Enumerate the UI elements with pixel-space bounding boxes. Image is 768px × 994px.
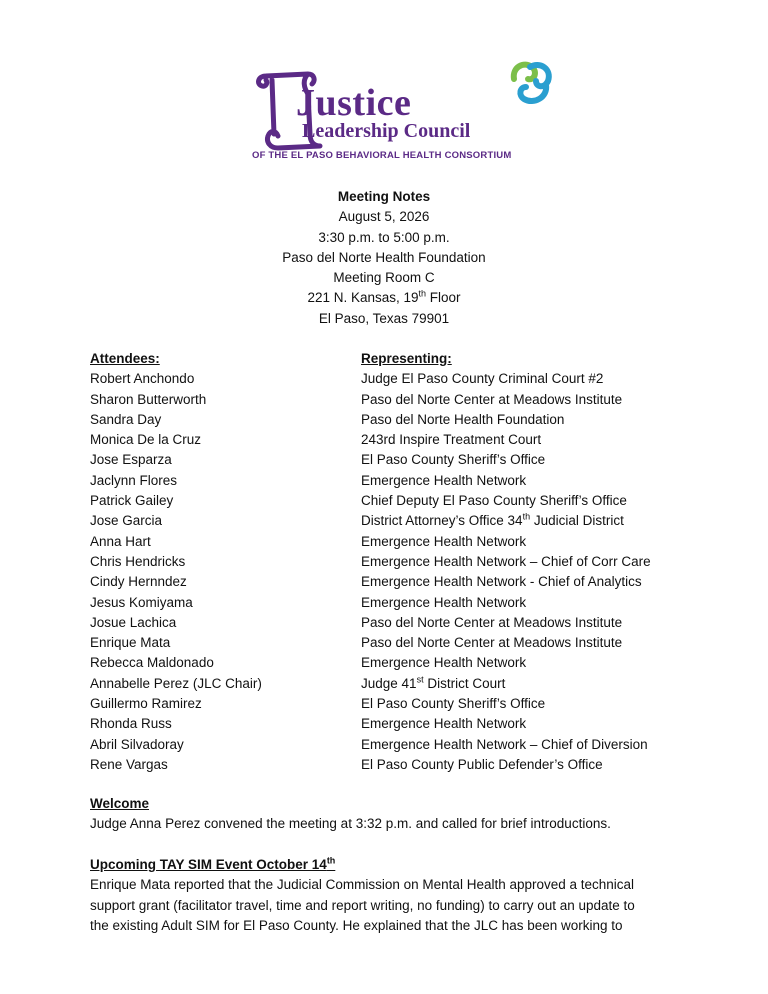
attendee-representing: Paso del Norte Center at Meadows Institute	[361, 635, 623, 651]
attendee-representing: Emergence Health Network	[361, 472, 527, 488]
attendee-representing: El Paso County Sheriff’s Office	[361, 696, 546, 712]
logo-title: Justice	[296, 82, 412, 124]
tay-body-line: the existing Adult SIM for El Paso County. He explained that the JLC has been working to	[90, 917, 623, 933]
tay-body	[90, 875, 680, 936]
attendee-name: Josue Lachica	[90, 614, 177, 630]
attendee-row	[90, 491, 690, 511]
meeting-header	[0, 187, 768, 329]
jlc-logo	[252, 62, 562, 166]
attendee-name: Rene Vargas	[90, 756, 168, 772]
attendee-name: Rhonda Russ	[90, 716, 172, 732]
attendee-row	[90, 735, 690, 755]
attendee-row	[90, 593, 690, 613]
attendee-representing: District Attorney’s Office 34th Judicial District	[361, 511, 624, 529]
meeting-time: 3:30 p.m. to 5:00 p.m.	[318, 229, 450, 245]
attendee-row	[90, 369, 690, 389]
attendee-name: Cindy Hernndez	[90, 574, 187, 590]
attendee-representing: Chief Deputy El Paso County Sheriff’s Office	[361, 493, 627, 509]
logo-tagline: OF THE EL PASO BEHAVIORAL HEALTH CONSORTIUM	[252, 150, 512, 161]
attendee-name: Jesus Komiyama	[90, 594, 193, 610]
attendee-row	[90, 613, 690, 633]
meeting-date: August 5, 2026	[338, 209, 430, 225]
welcome-section	[90, 794, 680, 835]
attendee-representing: Paso del Norte Center at Meadows Institute	[361, 391, 623, 407]
attendee-row	[90, 410, 690, 430]
attendee-representing: Emergence Health Network	[361, 655, 527, 671]
welcome-heading: Welcome	[90, 796, 150, 811]
attendee-row	[90, 390, 690, 410]
attendee-row	[90, 511, 690, 531]
attendee-representing: 243rd Inspire Treatment Court	[361, 432, 542, 448]
representing-column-header: Representing:	[361, 351, 452, 366]
attendee-representing: Emergence Health Network	[361, 594, 527, 610]
attendee-representing: Judge 41st District Court	[361, 674, 506, 691]
attendee-row	[90, 471, 690, 491]
attendee-row	[90, 633, 690, 653]
attendee-row	[90, 755, 690, 775]
attendee-name: Jose Garcia	[90, 513, 163, 529]
attendee-representing: Emergence Health Network	[361, 716, 527, 732]
attendee-row	[90, 674, 690, 694]
attendee-representing: Emergence Health Network - Chief of Analytics	[361, 574, 642, 590]
meeting-address: 221 N. Kansas, 19th Floor	[307, 288, 461, 306]
attendee-representing: Judge El Paso County Criminal Court #2	[361, 371, 604, 387]
meeting-venue: Paso del Norte Health Foundation	[282, 249, 486, 265]
attendee-row	[90, 653, 690, 673]
attendees-header-row	[90, 349, 690, 369]
attendee-name: Abril Silvadoray	[90, 736, 184, 752]
attendee-name: Jaclynn Flores	[90, 472, 178, 488]
attendee-representing: Emergence Health Network – Chief of Diversion	[361, 736, 648, 752]
logo-subtitle: Leadership Council	[302, 120, 471, 142]
tay-heading: Upcoming TAY SIM Event October 14th	[90, 855, 336, 872]
attendee-row	[90, 430, 690, 450]
attendee-representing: El Paso County Sheriff’s Office	[361, 452, 546, 468]
attendee-row	[90, 532, 690, 552]
meeting-city: El Paso, Texas 79901	[318, 310, 450, 326]
attendee-name: Enrique Mata	[90, 635, 171, 651]
meeting-title: Meeting Notes	[337, 189, 431, 204]
attendee-name: Robert Anchondo	[90, 371, 195, 387]
tay-body-line: support grant (facilitator travel, time and report writing, no funding) to carry out an update to	[90, 897, 635, 913]
attendee-name: Sandra Day	[90, 411, 162, 427]
attendee-row	[90, 450, 690, 470]
attendee-row	[90, 714, 690, 734]
swirl-rings-icon	[504, 57, 558, 107]
attendees-column-header: Attendees:	[90, 351, 160, 366]
attendee-name: Monica De la Cruz	[90, 432, 202, 448]
attendee-row	[90, 552, 690, 572]
attendee-name: Rebecca Maldonado	[90, 655, 214, 671]
attendee-name: Guillermo Ramirez	[90, 696, 202, 712]
attendee-row	[90, 572, 690, 592]
attendee-name: Annabelle Perez (JLC Chair)	[90, 675, 262, 691]
attendee-representing: El Paso County Public Defender’s Office	[361, 756, 603, 772]
attendee-name: Chris Hendricks	[90, 553, 186, 569]
tay-body-line: Enrique Mata reported that the Judicial Commission on Mental Health approved a technical	[90, 877, 635, 893]
attendee-representing: Paso del Norte Health Foundation	[361, 411, 565, 427]
attendees-table	[90, 349, 690, 775]
welcome-body: Judge Anna Perez convened the meeting at 3:32 p.m. and called for brief introductions.	[90, 816, 611, 832]
tay-section	[90, 855, 680, 936]
attendee-representing: Emergence Health Network – Chief of Corr Care	[361, 553, 651, 569]
attendee-name: Anna Hart	[90, 533, 151, 549]
attendee-name: Patrick Gailey	[90, 493, 174, 509]
meeting-room: Meeting Room C	[333, 270, 435, 286]
attendee-name: Sharon Butterworth	[90, 391, 207, 407]
attendee-representing: Emergence Health Network	[361, 533, 527, 549]
attendee-representing: Paso del Norte Center at Meadows Institute	[361, 614, 623, 630]
attendee-name: Jose Esparza	[90, 452, 172, 468]
attendee-row	[90, 694, 690, 714]
